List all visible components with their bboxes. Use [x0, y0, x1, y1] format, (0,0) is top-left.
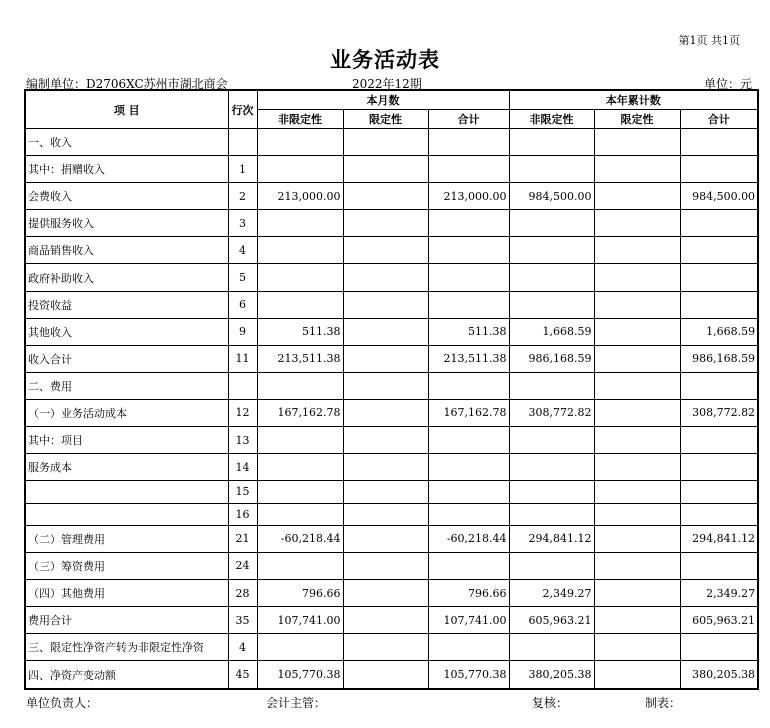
cell-ytd-total: 986,168.59 [680, 345, 758, 372]
cell-month-unrestricted [257, 210, 343, 237]
cell-ytd-total [680, 210, 758, 237]
row-line-no: 4 [228, 634, 257, 661]
currency-unit: 单位：元 [703, 77, 752, 91]
cell-month-total [428, 552, 509, 579]
cell-month-total [428, 634, 509, 661]
row-item-label: 其中：项目 [25, 427, 228, 454]
cell-month-total [428, 156, 509, 183]
cell-ytd-total: 294,841.12 [680, 525, 758, 552]
row-item-label: 收入合计 [25, 345, 228, 372]
row-item-label: 其他收入 [25, 318, 228, 345]
cell-month-total: 213,511.38 [428, 345, 509, 372]
cell-month-restricted [343, 183, 428, 210]
cell-ytd-total [680, 156, 758, 183]
row-item-label: （一）业务活动成本 [25, 399, 228, 426]
row-line-no: 21 [228, 525, 257, 552]
table-row [25, 399, 758, 426]
table-row [25, 291, 758, 318]
cell-month-total [428, 454, 509, 481]
cell-month-unrestricted [257, 427, 343, 454]
cell-month-total: 107,741.00 [428, 607, 509, 634]
row-line-no: 9 [228, 318, 257, 345]
table-row [25, 454, 758, 481]
header-month-restricted: 限定性 [343, 110, 428, 129]
table-row [25, 503, 758, 525]
cell-ytd-unrestricted [509, 454, 594, 481]
row-line-no: 12 [228, 399, 257, 426]
cell-ytd-restricted [594, 634, 680, 661]
cell-month-unrestricted: 213,511.38 [257, 345, 343, 372]
cell-ytd-unrestricted: 1,668.59 [509, 318, 594, 345]
header-row-1 [25, 90, 758, 110]
cell-month-unrestricted [257, 634, 343, 661]
cell-ytd-total: 2,349.27 [680, 580, 758, 607]
row-item-label [25, 481, 228, 503]
cell-month-unrestricted [257, 552, 343, 579]
cell-ytd-total [680, 503, 758, 525]
row-item-label [25, 503, 228, 525]
page-number: 第1页 共1页 [678, 34, 740, 47]
row-item-label: 会费收入 [25, 183, 228, 210]
cell-ytd-restricted [594, 552, 680, 579]
header-year-to-date: 本年累计数 [509, 90, 758, 110]
table-row [25, 345, 758, 372]
cell-ytd-restricted [594, 427, 680, 454]
row-line-no: 2 [228, 183, 257, 210]
cell-month-total [428, 264, 509, 291]
row-item-label: 提供服务收入 [25, 210, 228, 237]
cell-month-unrestricted [257, 372, 343, 399]
cell-ytd-restricted [594, 291, 680, 318]
row-line-no: 35 [228, 607, 257, 634]
cell-ytd-unrestricted [509, 552, 594, 579]
cell-month-total [428, 210, 509, 237]
footer-unit-head: 单位负责人： [26, 696, 99, 710]
cell-ytd-restricted [594, 607, 680, 634]
cell-month-total: 167,162.78 [428, 399, 509, 426]
table-row [25, 183, 758, 210]
cell-ytd-total [680, 291, 758, 318]
header-month-total: 合计 [428, 110, 509, 129]
cell-month-restricted [343, 318, 428, 345]
cell-ytd-total [680, 634, 758, 661]
cell-ytd-unrestricted [509, 291, 594, 318]
cell-ytd-total: 1,668.59 [680, 318, 758, 345]
cell-ytd-restricted [594, 129, 680, 156]
table-row [25, 318, 758, 345]
row-item-label: （四）其他费用 [25, 580, 228, 607]
cell-month-restricted [343, 525, 428, 552]
cell-month-restricted [343, 129, 428, 156]
cell-month-restricted [343, 372, 428, 399]
cell-month-restricted [343, 580, 428, 607]
cell-month-restricted [343, 634, 428, 661]
row-item-label: 其中：捐赠收入 [25, 156, 228, 183]
activity-statement-table [24, 89, 759, 690]
cell-ytd-total: 984,500.00 [680, 183, 758, 210]
cell-ytd-total [680, 481, 758, 503]
table-row [25, 525, 758, 552]
cell-ytd-unrestricted: 605,963.21 [509, 607, 594, 634]
table-row [25, 552, 758, 579]
cell-month-total: 796.66 [428, 580, 509, 607]
cell-month-total [428, 481, 509, 503]
table-row [25, 264, 758, 291]
row-item-label: 投资收益 [25, 291, 228, 318]
cell-month-total: 213,000.00 [428, 183, 509, 210]
cell-month-restricted [343, 399, 428, 426]
row-line-no: 16 [228, 503, 257, 525]
row-item-label: 费用合计 [25, 607, 228, 634]
cell-ytd-unrestricted [509, 237, 594, 264]
row-line-no: 3 [228, 210, 257, 237]
cell-ytd-total [680, 372, 758, 399]
cell-month-restricted [343, 661, 428, 689]
cell-ytd-unrestricted [509, 427, 594, 454]
row-line-no: 11 [228, 345, 257, 372]
row-line-no: 14 [228, 454, 257, 481]
report-title: 业务活动表 [330, 48, 440, 72]
cell-month-restricted [343, 264, 428, 291]
header-month-unrestricted: 非限定性 [257, 110, 343, 129]
row-line-no: 45 [228, 661, 257, 689]
row-line-no: 5 [228, 264, 257, 291]
cell-month-unrestricted: 213,000.00 [257, 183, 343, 210]
row-line-no: 28 [228, 580, 257, 607]
footer-chief-accountant: 会计主管： [266, 696, 327, 710]
cell-ytd-unrestricted [509, 634, 594, 661]
cell-ytd-unrestricted [509, 264, 594, 291]
cell-month-unrestricted [257, 129, 343, 156]
cell-month-total [428, 427, 509, 454]
cell-month-unrestricted: -60,218.44 [257, 525, 343, 552]
cell-ytd-restricted [594, 399, 680, 426]
cell-month-restricted [343, 237, 428, 264]
cell-ytd-total [680, 237, 758, 264]
row-line-no: 15 [228, 481, 257, 503]
cell-month-total: 511.38 [428, 318, 509, 345]
header-this-month: 本月数 [257, 90, 509, 110]
cell-month-unrestricted [257, 503, 343, 525]
row-item-label: 二、费用 [25, 372, 228, 399]
cell-ytd-total [680, 264, 758, 291]
cell-ytd-total [680, 427, 758, 454]
cell-ytd-unrestricted: 308,772.82 [509, 399, 594, 426]
cell-ytd-restricted [594, 183, 680, 210]
row-item-label: （三）筹资费用 [25, 552, 228, 579]
cell-ytd-total [680, 454, 758, 481]
cell-ytd-unrestricted [509, 503, 594, 525]
cell-ytd-restricted [594, 525, 680, 552]
cell-month-total [428, 372, 509, 399]
cell-ytd-unrestricted [509, 156, 594, 183]
cell-ytd-restricted [594, 580, 680, 607]
row-item-label: 服务成本 [25, 454, 228, 481]
table-row [25, 481, 758, 503]
cell-month-restricted [343, 481, 428, 503]
table-row [25, 580, 758, 607]
table-row [25, 607, 758, 634]
cell-month-restricted [343, 607, 428, 634]
reporting-unit: 编制单位：D2706XC苏州市湖北商会 [26, 77, 228, 91]
cell-month-total [428, 129, 509, 156]
cell-ytd-restricted [594, 318, 680, 345]
cell-ytd-total [680, 552, 758, 579]
cell-ytd-unrestricted [509, 210, 594, 237]
cell-ytd-restricted [594, 454, 680, 481]
row-line-no: 6 [228, 291, 257, 318]
cell-ytd-unrestricted: 986,168.59 [509, 345, 594, 372]
cell-month-unrestricted [257, 481, 343, 503]
table-row [25, 210, 758, 237]
cell-month-unrestricted: 107,741.00 [257, 607, 343, 634]
cell-ytd-restricted [594, 372, 680, 399]
row-item-label: 四、净资产变动额 [25, 661, 228, 689]
cell-month-total [428, 291, 509, 318]
cell-ytd-restricted [594, 503, 680, 525]
cell-month-restricted [343, 210, 428, 237]
cell-month-restricted [343, 503, 428, 525]
header-item: 项 目 [25, 90, 228, 129]
row-line-no [228, 129, 257, 156]
cell-month-unrestricted: 167,162.78 [257, 399, 343, 426]
cell-month-unrestricted [257, 454, 343, 481]
cell-month-total [428, 503, 509, 525]
row-line-no: 13 [228, 427, 257, 454]
row-item-label: 一、收入 [25, 129, 228, 156]
cell-ytd-unrestricted: 984,500.00 [509, 183, 594, 210]
row-item-label: 三、限定性净资产转为非限定性净资 [25, 634, 228, 661]
table-body [25, 129, 758, 690]
row-line-no: 24 [228, 552, 257, 579]
cell-ytd-total [680, 129, 758, 156]
header-ytd-unrestricted: 非限定性 [509, 110, 594, 129]
cell-ytd-restricted [594, 661, 680, 689]
table-row [25, 634, 758, 661]
cell-ytd-unrestricted: 380,205.38 [509, 661, 594, 689]
cell-month-total: -60,218.44 [428, 525, 509, 552]
footer-reviewer: 复核： [532, 696, 569, 710]
header-line-no: 行次 [228, 90, 257, 129]
table-row [25, 129, 758, 156]
cell-ytd-total: 605,963.21 [680, 607, 758, 634]
table-row [25, 237, 758, 264]
cell-ytd-unrestricted [509, 129, 594, 156]
cell-month-restricted [343, 345, 428, 372]
cell-ytd-restricted [594, 210, 680, 237]
cell-ytd-restricted [594, 345, 680, 372]
cell-month-restricted [343, 156, 428, 183]
cell-month-unrestricted: 105,770.38 [257, 661, 343, 689]
cell-ytd-unrestricted [509, 481, 594, 503]
cell-month-unrestricted [257, 156, 343, 183]
cell-month-unrestricted [257, 264, 343, 291]
cell-month-unrestricted [257, 291, 343, 318]
table-row [25, 372, 758, 399]
row-item-label: 政府补助收入 [25, 264, 228, 291]
table-row [25, 156, 758, 183]
cell-ytd-restricted [594, 264, 680, 291]
cell-ytd-restricted [594, 156, 680, 183]
cell-ytd-unrestricted: 294,841.12 [509, 525, 594, 552]
header-ytd-restricted: 限定性 [594, 110, 680, 129]
header-ytd-total: 合计 [680, 110, 758, 129]
cell-ytd-total: 308,772.82 [680, 399, 758, 426]
table-row [25, 427, 758, 454]
cell-month-restricted [343, 552, 428, 579]
row-line-no [228, 372, 257, 399]
row-line-no: 1 [228, 156, 257, 183]
cell-ytd-unrestricted [509, 372, 594, 399]
row-item-label: （二）管理费用 [25, 525, 228, 552]
cell-ytd-unrestricted: 2,349.27 [509, 580, 594, 607]
cell-month-unrestricted: 511.38 [257, 318, 343, 345]
cell-month-unrestricted: 796.66 [257, 580, 343, 607]
cell-month-total [428, 237, 509, 264]
cell-month-unrestricted [257, 237, 343, 264]
report-period: 2022年12期 [352, 77, 422, 91]
cell-month-restricted [343, 427, 428, 454]
row-line-no: 4 [228, 237, 257, 264]
cell-month-total: 105,770.38 [428, 661, 509, 689]
row-item-label: 商品销售收入 [25, 237, 228, 264]
cell-ytd-restricted [594, 481, 680, 503]
table-row [25, 661, 758, 689]
cell-month-restricted [343, 454, 428, 481]
cell-month-restricted [343, 291, 428, 318]
footer-preparer: 制表： [645, 696, 682, 710]
cell-ytd-restricted [594, 237, 680, 264]
cell-ytd-total: 380,205.38 [680, 661, 758, 689]
